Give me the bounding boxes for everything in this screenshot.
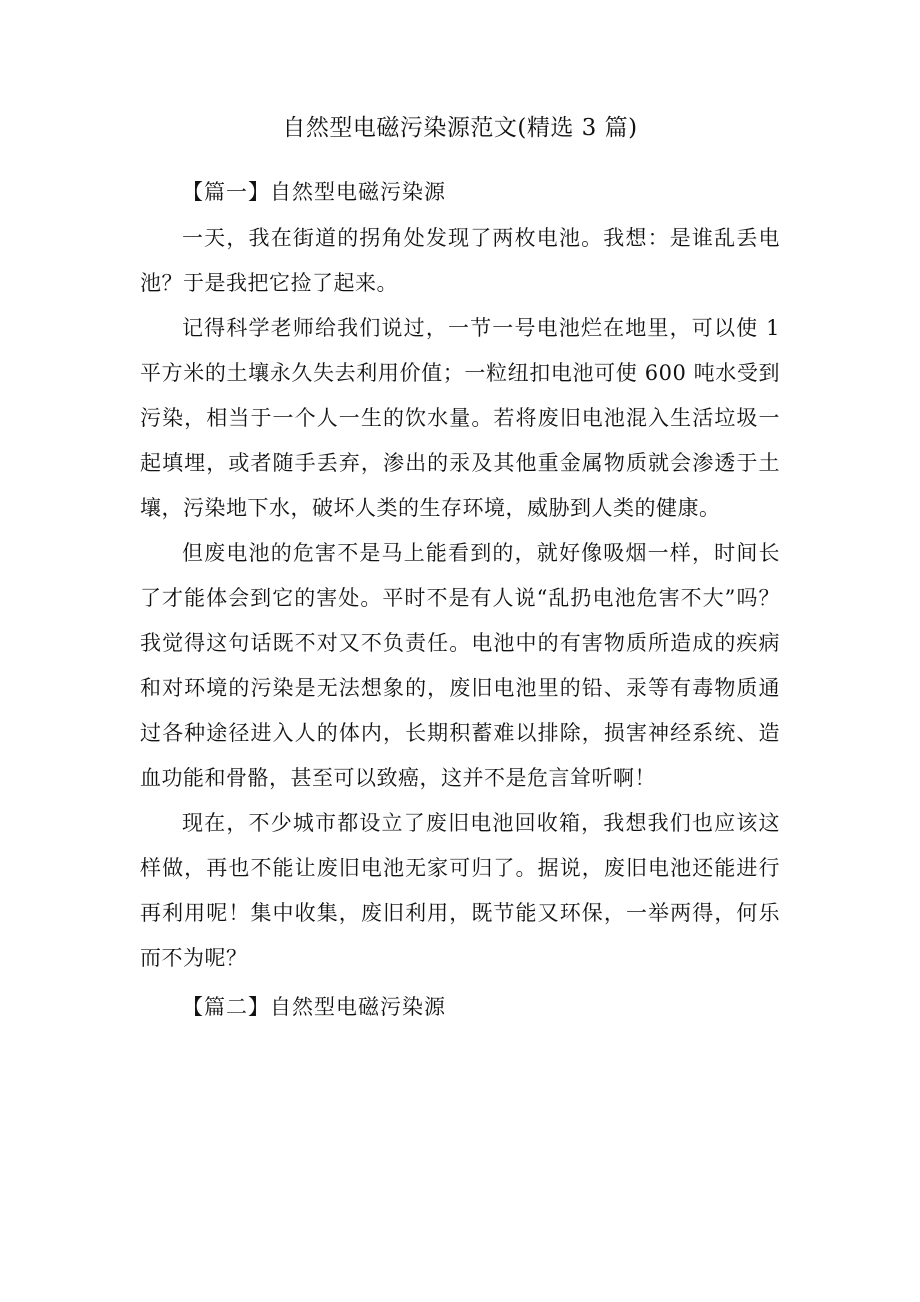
document-body [140,172,780,1027]
section-1-paragraph-3: 但废电池的危害不是马上能看到的，就好像吸烟一样，时间长了才能体会到它的害处。平时不是有人说“乱扔电池危害不大”吗？我觉得这句话既不对又不负责任。电池中的有害物质所造成的疾病和对环境的污染是无法想象的，废旧电池里的铅、汞等有毒物质通过各种途径进入人的体内，长期积蓄难以排除，损害神经系统、造血功能和骨骼，甚至可以致癌，这并不是危言耸听啊！ [140,541,780,790]
section-1-paragraph-1: 一天，我在街道的拐角处发现了两枚电池。我想：是谁乱丢电池？于是我把它捡了起来。 [140,226,780,295]
section-1-paragraph-2: 记得科学老师给我们说过，一节一号电池烂在地里，可以使 1 平方米的土壤永久失去利用价值；一粒纽扣电池可使 600 吨水受到污染，相当于一个人一生的饮水量。若将废旧电池混入生活垃圾一起填埋，或者随手丢弃，渗出的汞及其他重金属物质就会渗透于土壤，污染地下水，破坏人类的生存环境，威胁到人类的健康。 [140,316,780,520]
section-2-heading: 【篇二】自然型电磁污染源 [182,995,446,1019]
section-1-paragraph-4: 现在，不少城市都设立了废旧电池回收箱，我想我们也应该这样做，再也不能让废旧电池无家可归了。据说，废旧电池还能进行再利用呢！集中收集，废旧利用，既节能又环保，一举两得，何乐而不为呢？ [140,811,780,970]
section-1-heading: 【篇一】自然型电磁污染源 [182,180,446,204]
document-title: 自然型电磁污染源范文(精选 3 篇) [282,115,638,141]
